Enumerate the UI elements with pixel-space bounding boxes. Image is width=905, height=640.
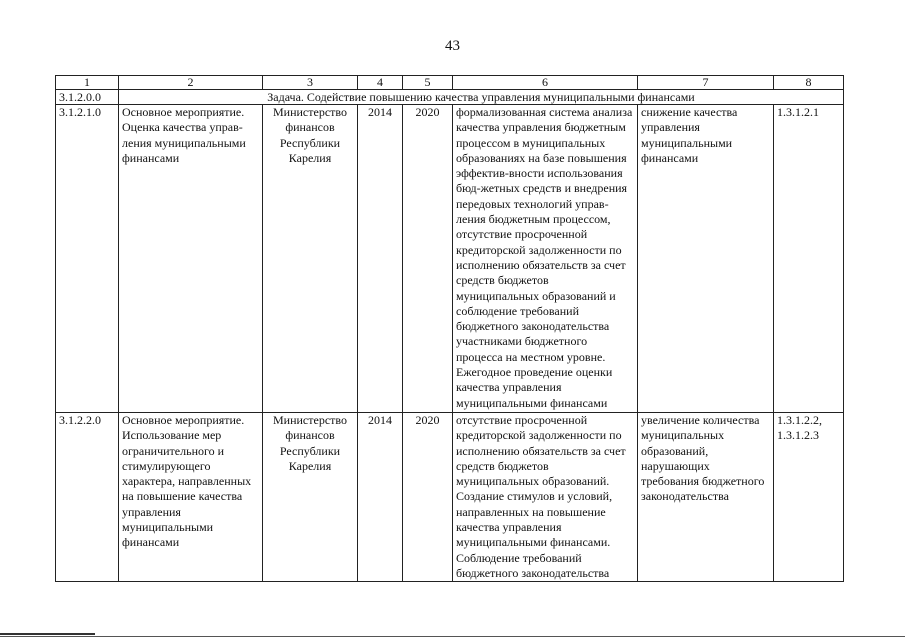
column-header: 6 [453, 76, 638, 90]
row-expected-result: отсутствие просроченной кредиторской задолженности по исполнению обязательств за счет средств бюджетов муниципальных образований. Создание стимулов и условий, направленных на повышение качества управления муниципальными финансами. Соблюдение требований бюджетного законодательства [453, 413, 638, 582]
column-header: 1 [56, 76, 119, 90]
row-start-year: 2014 [358, 105, 403, 413]
row-activity: Основное мероприятие. Оценка качества управ-ления муниципальными финансами [119, 105, 263, 413]
row-end-year: 2020 [403, 105, 453, 413]
task-code: 3.1.2.0.0 [56, 90, 119, 105]
column-header: 5 [403, 76, 453, 90]
scan-edge-line [0, 636, 905, 637]
column-header: 2 [119, 76, 263, 90]
row-expected-result: формализованная система анализа качества управления бюджетным процессом в муниципальных образованиях на базе повышения эффектив-вности использования бюд-жетных средств и внедрения передовых технологий управ-ления бюджетным процессом, отсутствие просроченной кредиторской задолженности по исполнению обязательств за счет средств бюджетов муниципальных образований и соблюдение требований бюджетного законодательства участниками бюджетного процесса на местном уровне. Ежегодное проведение оценки качества управления муниципальными финансами [453, 105, 638, 413]
table-row [56, 413, 844, 582]
row-indicator-link: 1.3.1.2.1 [774, 105, 844, 413]
row-code: 3.1.2.1.0 [56, 105, 119, 413]
row-executor: Министерство финансов Республики Карелия [263, 413, 358, 582]
column-number-row [56, 76, 844, 90]
column-header: 4 [358, 76, 403, 90]
row-activity: Основное мероприятие. Использование мер ограничительного и стимулирующего характера, направленных на повышение качества управления муниципальными финансами [119, 413, 263, 582]
row-start-year: 2014 [358, 413, 403, 582]
scan-edge-mark [0, 633, 95, 635]
program-activities-table [55, 75, 844, 582]
row-end-year: 2020 [403, 413, 453, 582]
page-number: 43 [445, 38, 460, 54]
row-consequence: увеличение количества муниципальных образований, нарушающих требования бюджетного законодательства [638, 413, 774, 582]
task-text: Задача. Содействие повышению качества управления муниципальными финансами [119, 90, 844, 105]
task-row [56, 90, 844, 105]
column-header: 7 [638, 76, 774, 90]
row-code: 3.1.2.2.0 [56, 413, 119, 582]
row-indicator-link: 1.3.1.2.2, 1.3.1.2.3 [774, 413, 844, 582]
row-executor: Министерство финансов Республики Карелия [263, 105, 358, 413]
table-row [56, 105, 844, 413]
row-consequence: снижение качества управления муниципальными финансами [638, 105, 774, 413]
column-header: 8 [774, 76, 844, 90]
column-header: 3 [263, 76, 358, 90]
